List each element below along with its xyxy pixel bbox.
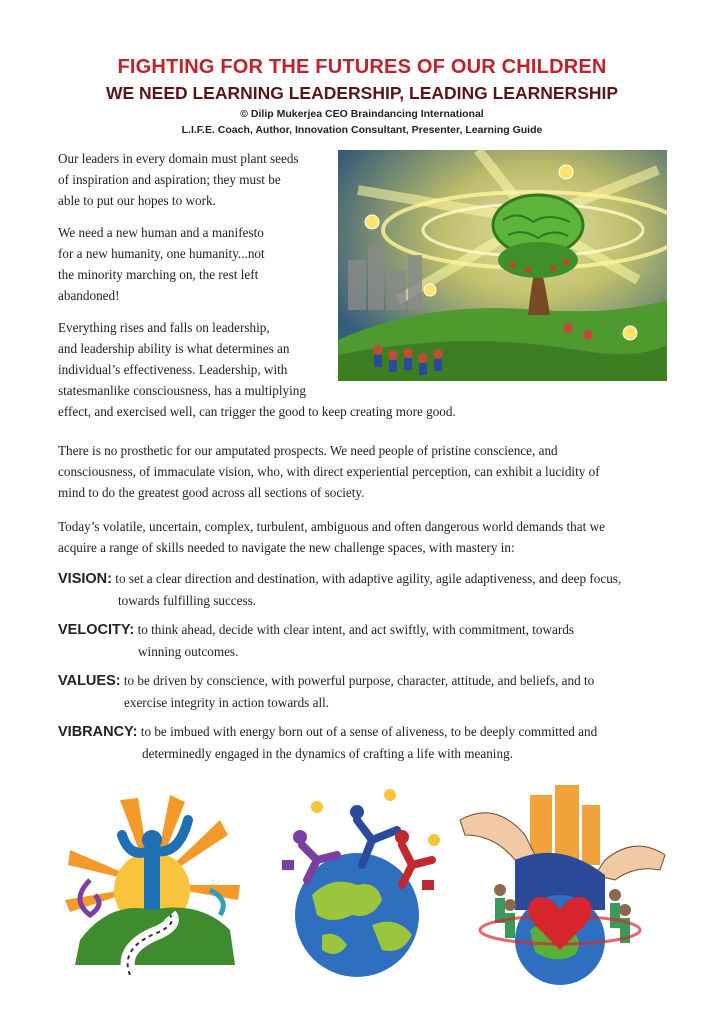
text-line: and leadership ability is what determines an (58, 341, 290, 356)
text-line: able to put our hopes to work. (58, 193, 216, 208)
value-keyword: VISION: (58, 571, 112, 587)
author-byline: © Dilip Mukerjea CEO Braindancing International (240, 108, 484, 120)
value-keyword: VELOCITY: (58, 622, 135, 638)
joyful-figure-illustration (60, 790, 245, 975)
paragraph-2 (58, 222, 265, 306)
value-description-cont: exercise integrity in action towards all. (124, 695, 330, 710)
page-subtitle: WE NEED LEARNING LEADERSHIP, LEADING LEARNERSHIP (105, 83, 619, 103)
value-item-vibrancy (58, 721, 678, 764)
value-item-vision (58, 568, 678, 611)
paragraph-3 (58, 317, 456, 422)
page-title: FIGHTING FOR THE FUTURES OF OUR CHILDREN (117, 56, 607, 78)
text-line: abandoned! (58, 288, 120, 303)
text-line: Everything rises and falls on leadership, (58, 320, 270, 335)
value-keyword: VIBRANCY: (58, 724, 138, 740)
value-description-cont: towards fulfilling success. (118, 593, 257, 608)
text-line: consciousness, of immaculate vision, who, with direct experiential perception, can exhibit a lucidity of (58, 464, 600, 479)
text-line: We need a new human and a manifesto (58, 225, 264, 240)
runners-globe-illustration (262, 785, 447, 980)
value-keyword: VALUES: (58, 673, 121, 689)
text-line: Today’s volatile, uncertain, complex, turbulent, ambiguous and often dangerous world demands that we (58, 519, 605, 534)
text-line: Our leaders in every domain must plant seeds (58, 151, 299, 166)
text-line: effect, and exercised well, can trigger the good to keep creating more good. (58, 404, 456, 419)
value-description: to be imbued with energy born out of a sense of aliveness, to be deeply committed and (140, 724, 598, 739)
text-line: for a new humanity, one humanity...not (58, 246, 265, 261)
paragraph-1 (58, 148, 299, 211)
author-roles: L.I.F.E. Coach, Author, Innovation Consultant, Presenter, Learning Guide (181, 124, 543, 136)
value-description: to think ahead, decide with clear intent, and act swiftly, with commitment, towards (137, 622, 574, 637)
value-description-cont: winning outcomes. (138, 644, 239, 659)
text-line: of inspiration and aspiration; they must be (58, 172, 281, 187)
text-line: the minority marching on, the rest left (58, 267, 259, 282)
paragraph-5 (58, 516, 605, 558)
value-description: to set a clear direction and destination, with adaptive agility, agile adaptiveness, and deep focus, (115, 571, 622, 586)
value-item-values (58, 670, 678, 713)
text-line: There is no prosthetic for our amputated prospects. We need people of pristine conscience, and (58, 443, 558, 458)
text-line: statesmanlike consciousness, has a multiplying (58, 383, 306, 398)
value-item-velocity (58, 619, 678, 662)
value-description: to be driven by conscience, with powerful purpose, character, attitude, and beliefs, and to (123, 673, 595, 688)
paragraph-4 (58, 440, 600, 503)
value-description-cont: determinedly engaged in the dynamics of crafting a life with meaning. (142, 746, 513, 761)
text-line: acquire a range of skills needed to navigate the new challenge spaces, with mastery in: (58, 540, 515, 555)
text-line: mind to do the greatest good across all sections of society. (58, 485, 365, 500)
text-line: individual’s effectiveness. Leadership, with (58, 362, 288, 377)
heart-globe-illustration (455, 780, 670, 985)
